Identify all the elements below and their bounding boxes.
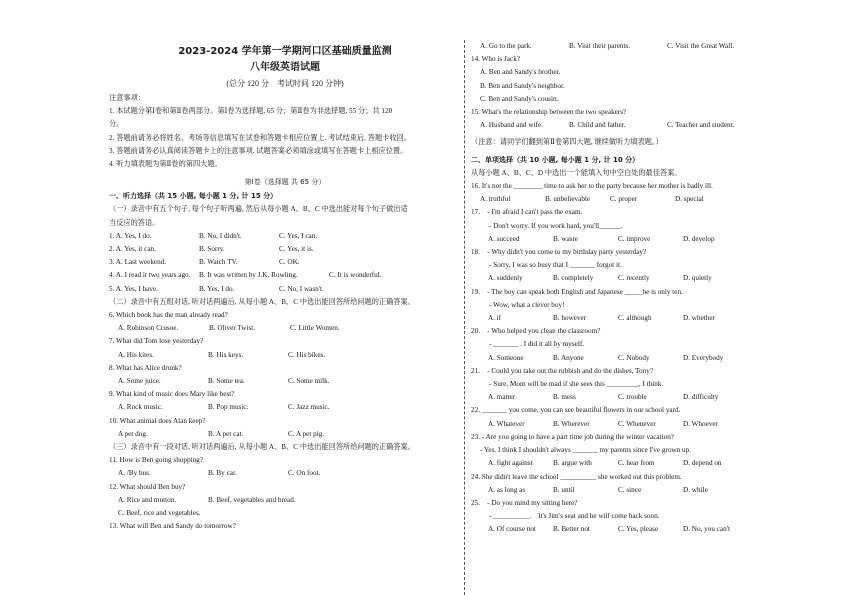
option: A. Whatever	[488, 419, 525, 428]
option: A. Ben and Sandy's brother.	[480, 68, 561, 77]
note-item: 1. 本试题分第Ⅰ卷和第Ⅱ卷两部分。第Ⅰ卷为选择题, 65 分；第Ⅱ卷为非选择题, 55 分；共 120	[109, 107, 393, 116]
option: C. recently	[618, 274, 650, 283]
option: B. until	[553, 485, 575, 494]
option: C. Ben and Sandy's cousin.	[480, 94, 559, 103]
question-row	[471, 457, 751, 470]
option: A. His kites.	[118, 350, 154, 359]
option: D. special	[675, 195, 704, 204]
option: B. A pet cat.	[208, 429, 244, 438]
option: C. Whenever	[618, 419, 656, 428]
question-row	[471, 523, 751, 536]
question-stem: 10. What animal does Alan keep?	[109, 416, 206, 425]
option: D. difficulty	[683, 393, 719, 402]
note-item: 4. 听力填表题为第Ⅱ卷的第四大题。	[109, 160, 222, 169]
note-item: 分。	[109, 120, 124, 129]
question-stem-2: - Sure, Mom will be mad if she sees this _________, I think.	[489, 380, 664, 389]
option: B. mess	[553, 393, 576, 402]
question-row	[109, 494, 461, 507]
listening-intro-1b: 当反应的答语。	[109, 218, 160, 227]
option: B. Anyone	[553, 353, 584, 362]
option: B. Visit their parents.	[569, 42, 631, 50]
option: B. Yes, I do.	[199, 284, 235, 293]
option: C. Some milk.	[288, 377, 330, 386]
option: A. Of course not	[488, 525, 536, 534]
left-column	[109, 40, 461, 534]
question-stem: 6. Which book has the man already read?	[109, 311, 228, 320]
question-row	[471, 233, 751, 246]
option: C. A pet pig.	[288, 429, 325, 438]
option: C. It is wonderful.	[329, 271, 382, 280]
question-row	[109, 256, 461, 269]
option: C. His bikes.	[288, 350, 326, 359]
option: A. Go to the park.	[480, 42, 532, 50]
option: B. argue with	[553, 459, 592, 468]
option: D. whether	[683, 314, 715, 323]
question-stem: 20. - Who helped you clean the classroom?	[471, 327, 601, 336]
option: A. Robinson Crusoe.	[118, 324, 179, 333]
note-item: 2. 答题前请务必将姓名、考场等信息填写在试卷和答题卡相应位置上. 考试结束后, 答题卡收回。	[109, 133, 411, 142]
listening-intro-3: （三）录音中有一段对话, 听对话两遍后, 从每小题 A、B、C 中选出能回答所给问题的正确答案。	[109, 443, 415, 452]
option: C. Little Women.	[290, 324, 340, 333]
option: B. Some tea.	[208, 377, 245, 386]
option: A. Rice and mutton.	[118, 495, 177, 504]
option: D. Everybody	[683, 353, 724, 362]
option: C. Beef, rice and vegetables.	[118, 509, 201, 518]
option: A pet dog.	[118, 429, 148, 438]
option: 1. A. Yes, I do.	[109, 231, 152, 240]
option: C. trouble	[618, 393, 647, 402]
question-stem: 22. _______ you come, you can see beautiful flowers in our school yard.	[471, 406, 681, 415]
option: C. OK.	[279, 258, 300, 267]
option: A. truthful	[480, 195, 511, 204]
option: B. however	[553, 314, 587, 323]
option: B. Oliver Twist.	[209, 324, 256, 333]
question-row	[109, 243, 461, 256]
option: C. Teacher and student.	[667, 121, 735, 130]
option: D. while	[683, 485, 708, 494]
option: B. completely	[553, 274, 594, 283]
option: B. His keys.	[208, 350, 244, 359]
question-stem: 7. What did Tom lose yesterday?	[109, 337, 204, 346]
option: D. depend on	[683, 459, 722, 468]
option: B. Better not	[553, 525, 590, 534]
question-row	[471, 352, 751, 365]
option: A. /By bus.	[118, 469, 151, 478]
listening-intro-1: （一）录音中有五个句子, 每个句子听两遍, 然后从每小题 A、B、C 中选出能对每个句子做出适	[109, 205, 408, 214]
option: C. Jazz music.	[288, 403, 330, 412]
option: A. matter	[488, 393, 516, 402]
option: B. Beef, vegetables and bread.	[208, 495, 296, 504]
option: C. although	[618, 314, 652, 323]
question-stem-2: - Yes. I think I shouldn't always _______ my parents since I've grown up.	[480, 446, 692, 455]
option: C. Visit the Great Wall.	[667, 42, 734, 50]
question-row	[109, 467, 461, 480]
question-stem: 21. - Could you take out the rubbish and do the dishes, Tony?	[471, 366, 654, 375]
question-stem-2: - Sorry, I was so busy that I _______ forgot it.	[489, 261, 622, 270]
question-row	[471, 391, 751, 404]
question-row	[471, 193, 751, 206]
notice: （注意：请同学们翻到第Ⅱ卷第四大题, 继续做听力填表题。）	[471, 138, 663, 147]
question-stem: 16. It's not the ________ time to ask her to the party because her mother is badly ill.	[471, 182, 713, 191]
question-stem: 11. How is Ben going shopping?	[109, 456, 203, 465]
option: D. No, you can't	[683, 525, 731, 534]
question-row	[109, 269, 461, 282]
question-stem-2: - _______ . I did it all by myself.	[489, 340, 585, 349]
option: C. since	[618, 485, 642, 494]
option: A. as long as	[488, 485, 526, 494]
option: C. improve	[618, 234, 651, 243]
option: A. suddenly	[488, 274, 523, 283]
column-divider	[464, 40, 465, 595]
option: A. fight against	[488, 459, 533, 468]
option: C. hear from	[618, 459, 655, 468]
score-time: (总分 120 分 考试时间 120 分钟)	[226, 79, 344, 88]
question-stem: 14. Who is Jack?	[471, 55, 520, 64]
question-stem: 8. What has Alice drunk?	[109, 363, 182, 372]
question-row	[471, 418, 751, 431]
question-stem: 12. What should Ben buy?	[109, 482, 186, 491]
option: C. Nobody	[618, 353, 650, 362]
option: B. Wherever	[553, 419, 590, 428]
question-row	[109, 428, 461, 441]
question-row	[109, 375, 461, 388]
option: D. develop	[683, 234, 715, 243]
option: C. No, I wasn't.	[279, 284, 324, 293]
listening-heading: 一、听力选择（共 15 小题, 每小题 1 分, 计 15 分）	[109, 192, 278, 201]
question-stem: 15. What's the relationship between the two speakers?	[471, 108, 627, 117]
question-stem: 25. - Do you mind my sitting here?	[471, 498, 578, 507]
option: A. succeed	[488, 234, 520, 243]
question-stem-2: - __________. It's Jim's seat and he will come back soon.	[489, 512, 660, 521]
question-row	[471, 272, 751, 285]
part1-heading: 第Ⅰ卷（选择题 共 65 分）	[244, 178, 326, 187]
option: 4. A. I read it two years ago.	[109, 271, 191, 280]
question-row	[109, 401, 461, 414]
exam-subtitle: 八年级英语试题	[250, 62, 320, 73]
option: B. Pop music.	[208, 403, 249, 412]
exam-title: 2023-2024 学年第一学期河口区基础质量监测	[178, 46, 392, 57]
choice-intro: 从每小题 A、B、C、D 中选出一个能填入句中空白处的最佳答案。	[471, 168, 682, 177]
question-stem: 17. - I'm afraid I can't pass the exam.	[471, 208, 583, 217]
option: 3. A. Last weekend.	[109, 258, 167, 267]
question-stem: 18. - Why didn't you come to my birthday party yesterday?	[471, 248, 647, 257]
option: A. Husband and wife.	[480, 121, 543, 130]
option: C. Yes, please	[618, 525, 659, 534]
option: D. quietly	[683, 274, 712, 283]
question-stem-2: - Don't worry. If you work hard, you'll______.	[489, 221, 623, 230]
option: B. It was written by J.K. Rowling.	[199, 271, 298, 280]
option: C. proper	[610, 195, 638, 204]
option: B. waste	[553, 234, 578, 243]
question-row	[109, 283, 461, 296]
question-stem: 23. - Are you going to have a part time job during the winter vacation?	[471, 432, 674, 441]
option: C. On foot.	[288, 469, 321, 478]
option: 2. A. Yes, it can.	[109, 245, 156, 254]
question-stem-2: - Wow, what a clever boy!	[489, 300, 565, 309]
question-stem: 13. What will Ben and Sandy do tomorrow?	[109, 522, 236, 531]
question-row	[109, 349, 461, 362]
option: A. Someone	[488, 353, 524, 362]
choice-heading: 二、单项选择（共 10 小题, 每小题 1 分, 计 10 分）	[471, 155, 640, 164]
question-row	[471, 484, 751, 497]
notes-heading: 注意事项：	[109, 94, 145, 102]
option: 5. A. Yes, I have.	[109, 284, 158, 293]
option: B. Watch TV.	[199, 258, 238, 267]
option: C. Yes, I can.	[279, 231, 318, 240]
option: D. Whoever	[683, 419, 718, 428]
option: A. Some juice.	[118, 377, 161, 386]
question-row	[471, 119, 751, 132]
option: A. if	[488, 314, 502, 323]
question-stem: 19. - The boy can speak both English and Japanese _____he is only ten.	[471, 287, 683, 296]
question-row	[471, 312, 751, 325]
option: B. No, I didn't.	[199, 231, 242, 240]
option: B. Ben and Sandy's neighbor.	[480, 81, 565, 90]
note-item: 3. 答题前请务必认真阅读答题卡上的注意事项. 试题答案必须填涂或填写在答题卡上相应位置。	[109, 146, 408, 155]
option: B. Child and father.	[569, 121, 626, 130]
question-row	[109, 322, 461, 335]
listening-intro-2: （二）录音中有五组对话, 听对话两遍后, 从每小题 A、B、C 中选出能回答所给问题的正确答案。	[109, 297, 415, 306]
option: B. By car.	[208, 469, 237, 478]
option: B. unbelievable	[545, 195, 591, 204]
question-row	[471, 40, 751, 53]
right-column	[471, 40, 751, 537]
question-stem: 9. What kind of music does Mary like best?	[109, 390, 235, 399]
option: B. Sorry.	[199, 245, 225, 254]
question-stem: 24. She didn't leave the school __________ she worked out this problem.	[471, 472, 682, 481]
option: C. Yes, it is.	[279, 245, 314, 254]
option: A. Rock music.	[118, 403, 163, 412]
question-row	[109, 230, 461, 243]
